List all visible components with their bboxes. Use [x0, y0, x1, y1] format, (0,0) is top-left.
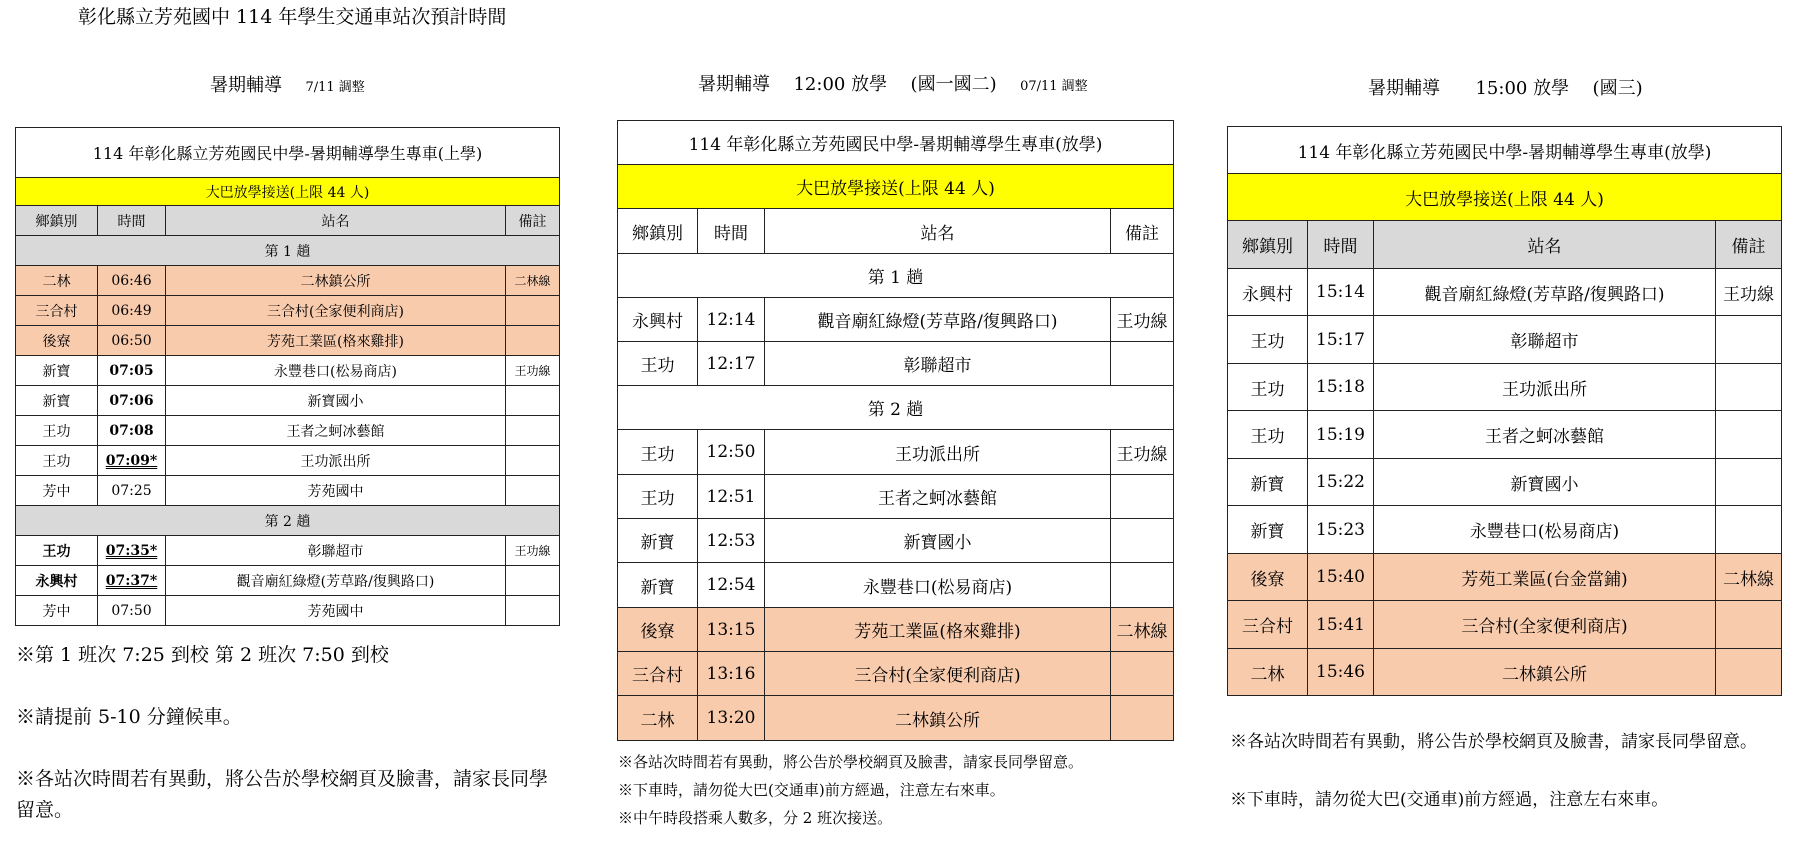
- header-time: 時間: [698, 209, 765, 254]
- header-township: 鄉鎮別: [618, 209, 698, 254]
- cell-time: 07:06: [98, 386, 166, 416]
- table3-subtitle-b: 15:00 放學: [1475, 78, 1570, 99]
- table2-subtitle-note: 07/11 調整: [1020, 79, 1088, 94]
- cell-township: 王功: [618, 342, 698, 386]
- table-row: [16, 296, 560, 326]
- cell-station: 芳苑工業區(格來雞排): [166, 326, 506, 356]
- header-note: 備註: [1716, 221, 1782, 269]
- cell-township: 新寶: [16, 386, 98, 416]
- table-row: [16, 416, 560, 446]
- header-note: 備註: [506, 206, 560, 236]
- cell-time: 13:15: [698, 608, 765, 652]
- table1-morning-schedule: [15, 127, 560, 626]
- cell-time: 12:14: [698, 298, 765, 342]
- table-row: [16, 326, 560, 356]
- table-row: [1228, 459, 1782, 506]
- table-row: [1228, 506, 1782, 554]
- table2-trip1-label: 第 1 趟: [618, 254, 1174, 298]
- cell-time: 15:40: [1308, 554, 1374, 601]
- cell-time: 15:23: [1308, 506, 1374, 554]
- table3-note-1: ※各站次時間若有異動，將公告於學校網頁及臉書，請家長同學留意。: [1230, 732, 1757, 752]
- table2-notes: [618, 748, 1178, 832]
- table3-title: 114 年彰化縣立芳苑國民中學-暑期輔導學生專車(放學): [1228, 127, 1782, 174]
- cell-time: 07:50: [98, 596, 166, 626]
- table2-noon-schedule: [617, 120, 1174, 741]
- table2-note-2: ※下車時，請勿從大巴(交通車)前方經過，注意左右來車。: [618, 781, 1005, 799]
- cell-station: 彰聯超市: [765, 342, 1111, 386]
- cell-township: 新寶: [1228, 506, 1308, 554]
- cell-note: 二林線: [1111, 608, 1174, 652]
- cell-note: [1716, 601, 1782, 649]
- table-row: [16, 266, 560, 296]
- cell-township: 二林: [16, 266, 98, 296]
- cell-township: 王功: [1228, 364, 1308, 411]
- cell-station: 新寶國小: [765, 519, 1111, 563]
- cell-time: 07:37*: [98, 566, 166, 596]
- cell-time: 15:14: [1308, 269, 1374, 316]
- cell-station: 王功派出所: [166, 446, 506, 476]
- table-row: [1228, 316, 1782, 364]
- table-row: [1228, 364, 1782, 411]
- header-station: 站名: [166, 206, 506, 236]
- cell-station: 王者之蚵冰藝館: [1374, 411, 1716, 459]
- cell-time: 12:51: [698, 475, 765, 519]
- cell-township: 後寮: [1228, 554, 1308, 601]
- table3-subtitle-c: (國三): [1592, 78, 1643, 99]
- table1-subtitle-note: 7/11 調整: [305, 80, 365, 95]
- cell-station: 二林鎮公所: [166, 266, 506, 296]
- cell-note: [1111, 519, 1174, 563]
- cell-station: 永豐巷口(松易商店): [765, 563, 1111, 608]
- table-row: [618, 563, 1174, 608]
- cell-station: 二林鎮公所: [765, 696, 1111, 741]
- cell-time: 13:20: [698, 696, 765, 741]
- cell-township: 三合村: [1228, 601, 1308, 649]
- cell-township: 永興村: [618, 298, 698, 342]
- cell-note: [506, 296, 560, 326]
- cell-station: 觀音廟紅綠燈(芳草路/復興路口): [1374, 269, 1716, 316]
- table3-subtitle-a: 暑期輔導: [1368, 78, 1440, 99]
- cell-station: 王者之蚵冰藝館: [765, 475, 1111, 519]
- table3-subtitle: [1368, 74, 1643, 100]
- table3-note-2: ※下車時，請勿從大巴(交通車)前方經過，注意左右來車。: [1230, 790, 1669, 810]
- table3-capacity: 大巴放學接送(上限 44 人): [1228, 174, 1782, 221]
- cell-note: 二林線: [506, 266, 560, 296]
- cell-note: [1716, 506, 1782, 554]
- cell-township: 芳中: [16, 476, 98, 506]
- cell-time: 12:53: [698, 519, 765, 563]
- table-row: [16, 356, 560, 386]
- table-row: [618, 430, 1174, 475]
- table1-note-1: ※第 1 班次 7:25 到校 第 2 班次 7:50 到校: [16, 644, 389, 666]
- cell-township: 永興村: [1228, 269, 1308, 316]
- cell-time: 15:19: [1308, 411, 1374, 459]
- table-row: [618, 519, 1174, 563]
- table2-capacity: 大巴放學接送(上限 44 人): [618, 165, 1174, 209]
- table1-title: 114 年彰化縣立芳苑國民中學-暑期輔導學生專車(上學): [16, 128, 560, 178]
- cell-note: [1111, 563, 1174, 608]
- table-row: [16, 536, 560, 566]
- table2-subtitle-c: (國一國二): [910, 74, 997, 95]
- cell-township: 王功: [1228, 316, 1308, 364]
- cell-township: 新寶: [1228, 459, 1308, 506]
- cell-township: 王功: [16, 446, 98, 476]
- table1-subtitle-text: 暑期輔導: [210, 75, 282, 96]
- cell-township: 王功: [16, 416, 98, 446]
- table1-note-2: ※請提前 5-10 分鐘候車。: [16, 706, 242, 728]
- cell-station: 彰聯超市: [1374, 316, 1716, 364]
- cell-station: 觀音廟紅綠燈(芳草路/復興路口): [166, 566, 506, 596]
- cell-township: 二林: [1228, 649, 1308, 696]
- page-title: 彰化縣立芳苑國中 114 年學生交通車站次預計時間: [78, 6, 507, 28]
- cell-station: 二林鎮公所: [1374, 649, 1716, 696]
- table2-subtitle: [698, 70, 1088, 96]
- cell-township: 後寮: [618, 608, 698, 652]
- table3-afternoon-schedule: [1227, 126, 1782, 696]
- cell-note: [1716, 364, 1782, 411]
- cell-township: 後寮: [16, 326, 98, 356]
- table-row: [1228, 601, 1782, 649]
- cell-note: 王功線: [1111, 430, 1174, 475]
- table2-trip2-label: 第 2 趟: [618, 386, 1174, 430]
- cell-note: [1716, 316, 1782, 364]
- table1-subtitle: [210, 71, 365, 97]
- table-row: [618, 696, 1174, 741]
- cell-station: 彰聯超市: [166, 536, 506, 566]
- cell-time: 15:22: [1308, 459, 1374, 506]
- cell-station: 永豐巷口(松易商店): [1374, 506, 1716, 554]
- cell-note: [506, 596, 560, 626]
- table-row: [16, 386, 560, 416]
- cell-time: 13:16: [698, 652, 765, 696]
- table-row: [1228, 269, 1782, 316]
- cell-note: [506, 326, 560, 356]
- cell-time: 15:46: [1308, 649, 1374, 696]
- cell-station: 新寶國小: [1374, 459, 1716, 506]
- cell-note: [1111, 696, 1174, 741]
- header-township: 鄉鎮別: [16, 206, 98, 236]
- cell-township: 永興村: [16, 566, 98, 596]
- table2-subtitle-b: 12:00 放學: [793, 74, 888, 95]
- cell-station: 新寶國小: [166, 386, 506, 416]
- cell-station: 觀音廟紅綠燈(芳草路/復興路口): [765, 298, 1111, 342]
- cell-note: [1716, 411, 1782, 459]
- cell-township: 新寶: [16, 356, 98, 386]
- table-row: [16, 566, 560, 596]
- cell-note: [1111, 475, 1174, 519]
- table2-title: 114 年彰化縣立芳苑國民中學-暑期輔導學生專車(放學): [618, 121, 1174, 165]
- cell-time: 15:17: [1308, 316, 1374, 364]
- cell-note: [506, 416, 560, 446]
- table1-notes: [16, 640, 556, 826]
- cell-time: 12:17: [698, 342, 765, 386]
- cell-note: [506, 566, 560, 596]
- cell-time: 07:09*: [98, 446, 166, 476]
- header-note: 備註: [1111, 209, 1174, 254]
- table-row: [16, 476, 560, 506]
- cell-note: 二林線: [1716, 554, 1782, 601]
- cell-station: 王功派出所: [1374, 364, 1716, 411]
- cell-township: 新寶: [618, 563, 698, 608]
- table1-note-3: ※各站次時間若有異動，將公告於學校網頁及臉書，請家長同學留意。: [16, 768, 549, 821]
- cell-note: 王功線: [506, 536, 560, 566]
- cell-time: 06:49: [98, 296, 166, 326]
- cell-township: 王功: [618, 430, 698, 475]
- cell-station: 芳苑工業區(格來雞排): [765, 608, 1111, 652]
- cell-township: 芳中: [16, 596, 98, 626]
- table-row: [16, 446, 560, 476]
- table-row: [1228, 649, 1782, 696]
- cell-station: 王者之蚵冰藝館: [166, 416, 506, 446]
- cell-station: 永豐巷口(松易商店): [166, 356, 506, 386]
- cell-township: 三合村: [618, 652, 698, 696]
- cell-time: 07:35*: [98, 536, 166, 566]
- cell-station: 三合村(全家便利商店): [765, 652, 1111, 696]
- header-station: 站名: [765, 209, 1111, 254]
- table2-note-1: ※各站次時間若有異動，將公告於學校網頁及臉書，請家長同學留意。: [618, 753, 1084, 771]
- table-row: [1228, 554, 1782, 601]
- cell-time: 12:50: [698, 430, 765, 475]
- cell-time: 06:50: [98, 326, 166, 356]
- table1-capacity: 大巴放學接送(上限 44 人): [16, 178, 560, 206]
- cell-station: 王功派出所: [765, 430, 1111, 475]
- table-row: [618, 475, 1174, 519]
- cell-township: 王功: [16, 536, 98, 566]
- cell-station: 芳苑國中: [166, 476, 506, 506]
- cell-station: 三合村(全家便利商店): [1374, 601, 1716, 649]
- table1-trip2-label: 第 2 趟: [16, 506, 560, 536]
- cell-note: [1716, 459, 1782, 506]
- cell-time: 15:41: [1308, 601, 1374, 649]
- cell-note: [506, 476, 560, 506]
- cell-time: 12:54: [698, 563, 765, 608]
- table2-note-3: ※中午時段搭乘人數多，分 2 班次接送。: [618, 809, 893, 827]
- table-row: [618, 298, 1174, 342]
- table-row: [618, 608, 1174, 652]
- table-row: [16, 596, 560, 626]
- table-row: [1228, 411, 1782, 459]
- table2-subtitle-a: 暑期輔導: [698, 74, 770, 95]
- header-time: 時間: [98, 206, 166, 236]
- cell-note: 王功線: [1111, 298, 1174, 342]
- cell-time: 07:25: [98, 476, 166, 506]
- cell-township: 二林: [618, 696, 698, 741]
- header-township: 鄉鎮別: [1228, 221, 1308, 269]
- table-row: [618, 342, 1174, 386]
- header-time: 時間: [1308, 221, 1374, 269]
- cell-time: 07:05: [98, 356, 166, 386]
- table-row: [618, 652, 1174, 696]
- cell-station: 芳苑國中: [166, 596, 506, 626]
- cell-note: [506, 446, 560, 476]
- cell-note: [1111, 342, 1174, 386]
- cell-time: 06:46: [98, 266, 166, 296]
- table1-trip1-label: 第 1 趟: [16, 236, 560, 266]
- cell-note: [1111, 652, 1174, 696]
- cell-time: 15:18: [1308, 364, 1374, 411]
- cell-station: 芳苑工業區(台金當鋪): [1374, 554, 1716, 601]
- header-station: 站名: [1374, 221, 1716, 269]
- cell-township: 王功: [618, 475, 698, 519]
- cell-note: 王功線: [506, 356, 560, 386]
- cell-station: 三合村(全家便利商店): [166, 296, 506, 326]
- cell-note: [1716, 649, 1782, 696]
- cell-township: 王功: [1228, 411, 1308, 459]
- cell-note: 王功線: [1716, 269, 1782, 316]
- cell-township: 三合村: [16, 296, 98, 326]
- cell-time: 07:08: [98, 416, 166, 446]
- table3-notes: [1230, 728, 1790, 815]
- cell-township: 新寶: [618, 519, 698, 563]
- cell-note: [506, 386, 560, 416]
